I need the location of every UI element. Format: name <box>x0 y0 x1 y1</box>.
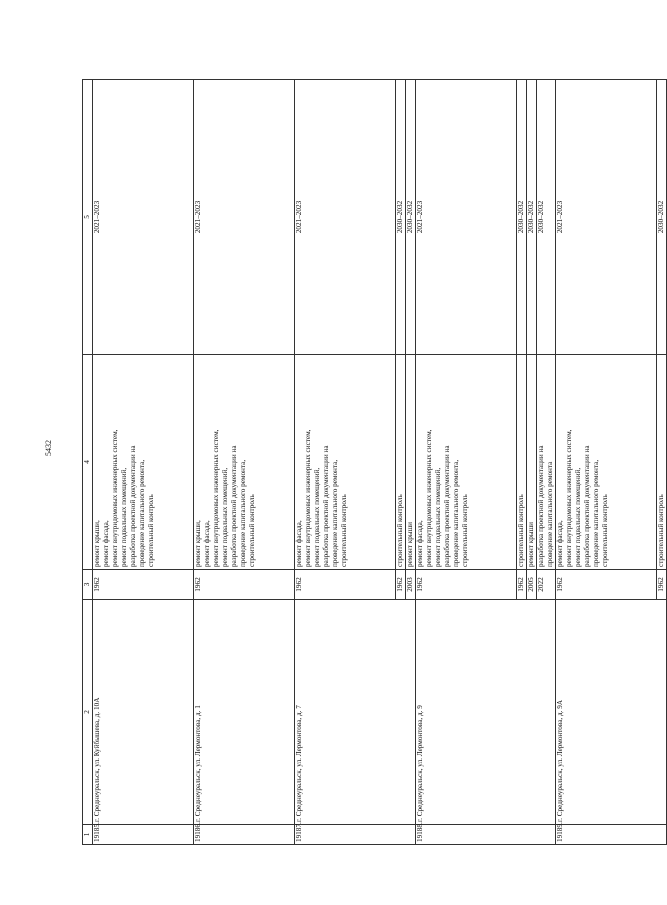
record-period: 2030–2032 <box>657 80 667 355</box>
work-item: ремонт подвальных помещений, <box>434 467 442 567</box>
header-row <box>83 80 93 845</box>
record-period: 2021–2023 <box>93 80 194 355</box>
record-works <box>194 355 295 570</box>
record-number: 19186. <box>194 825 295 845</box>
work-item: ремонт внутридомовых инженерных систем, <box>425 429 433 567</box>
record-number: 19185. <box>93 825 194 845</box>
record-address: г. Среднеуральск, ул. Куйбышева, д. 10А <box>93 600 194 825</box>
table-body <box>93 80 667 845</box>
work-item: строительный контроль <box>340 494 348 567</box>
work-item: ремонт крыши <box>527 521 535 567</box>
record-period: 2021–2023 <box>556 80 657 355</box>
work-item: проведение капитального ремонта, <box>239 459 247 567</box>
work-item: ремонт фасада, <box>203 520 211 567</box>
record-works <box>556 355 657 570</box>
work-item: ремонт крыши <box>406 521 414 567</box>
record-year: 2003 <box>406 570 416 600</box>
work-item: строительный контроль <box>147 494 155 567</box>
record-works <box>537 355 556 570</box>
page-number: 5432 <box>44 440 53 456</box>
work-item: ремонт внутридомовых инженерных систем, <box>111 429 119 567</box>
record-year: 1962 <box>295 570 396 600</box>
record-year: 1962 <box>194 570 295 600</box>
work-item: строительный контроль <box>517 494 525 567</box>
record-year: 1962 <box>93 570 194 600</box>
work-item: ремонт внутридомовых инженерных систем, <box>212 429 220 567</box>
header-col-5: 5 <box>83 80 93 355</box>
record-works <box>527 355 537 570</box>
record-period: 2021–2023 <box>295 80 396 355</box>
work-item: ремонт внутридомовых инженерных систем, <box>565 429 573 567</box>
work-item: ремонт внутридомовых инженерных систем, <box>304 429 312 567</box>
record-works <box>295 355 396 570</box>
record-year: 2005 <box>527 570 537 600</box>
work-item: разработка проектной документации на <box>230 445 238 567</box>
work-item: строительный контроль <box>601 494 609 567</box>
record-period: 2030–2032 <box>527 80 537 355</box>
work-item: ремонт фасада, <box>102 520 110 567</box>
record-year: 1962 <box>396 570 406 600</box>
work-item: строительный контроль <box>248 494 256 567</box>
header-col-3: 3 <box>83 570 93 600</box>
record-address: г. Среднеуральск, ул. Лермонтова, д. 1 <box>194 600 295 825</box>
record-year: 1962 <box>517 570 527 600</box>
work-item: разработка проектной документации на <box>443 445 451 567</box>
header-col-2: 2 <box>83 600 93 825</box>
record-period: 2021–2023 <box>194 80 295 355</box>
record-year: 1962 <box>416 570 517 600</box>
work-item: разработка проектной документации на <box>322 445 330 567</box>
work-item: ремонт крыши, <box>194 520 202 567</box>
work-item: строительный контроль <box>461 494 469 567</box>
work-item: ремонт фасада, <box>416 520 424 567</box>
record-period: 2021–2023 <box>416 80 517 355</box>
record-period: 2030–2032 <box>396 80 406 355</box>
record-year: 2022 <box>537 570 556 600</box>
record-period: 2030–2032 <box>406 80 416 355</box>
work-item: ремонт фасада, <box>295 520 303 567</box>
record-year: 1962 <box>657 570 667 600</box>
work-item: ремонт подвальных помещений, <box>313 467 321 567</box>
record-address: г. Среднеуральск, ул. Лермонтова, д. 9А <box>556 600 667 825</box>
record-works <box>416 355 517 570</box>
record-works <box>657 355 667 570</box>
work-item: строительный контроль <box>396 494 404 567</box>
work-item: проведение капитального ремонта <box>546 461 554 567</box>
record-number: 19188. <box>416 825 556 845</box>
record-period: 2030–2032 <box>517 80 527 355</box>
table-row <box>416 80 517 845</box>
work-item: разработка проектной документации на <box>129 445 137 567</box>
work-item: проведение капитального ремонта, <box>592 459 600 567</box>
record-works <box>396 355 406 570</box>
record-works <box>406 355 416 570</box>
header-col-1: 1 <box>83 825 93 845</box>
table-row <box>295 80 396 845</box>
record-year: 1962 <box>556 570 657 600</box>
work-item: проведение капитального ремонта, <box>331 459 339 567</box>
record-works <box>517 355 527 570</box>
work-item: проведение капитального ремонта, <box>452 459 460 567</box>
record-number: 19187. <box>295 825 416 845</box>
table-row <box>93 80 194 845</box>
header-col-4: 4 <box>83 355 93 570</box>
work-item: ремонт подвальных помещений, <box>120 467 128 567</box>
repair-schedule-table <box>82 79 667 845</box>
work-item: ремонт крыши, <box>93 520 101 567</box>
work-item: проведение капитального ремонта, <box>138 459 146 567</box>
record-address: г. Среднеуральск, ул. Лермонтова, д. 9 <box>416 600 556 825</box>
document-sheet <box>82 80 665 845</box>
record-number: 19189. <box>556 825 667 845</box>
record-address: г. Среднеуральск, ул. Лермонтова, д. 7 <box>295 600 416 825</box>
table-row <box>556 80 657 845</box>
record-period: 2030–2032 <box>537 80 556 355</box>
work-item: ремонт фасада, <box>556 520 564 567</box>
table-row <box>194 80 295 845</box>
work-item: строительный контроль <box>657 494 665 567</box>
work-item: ремонт подвальных помещений, <box>574 467 582 567</box>
work-item: ремонт подвальных помещений, <box>221 467 229 567</box>
record-works <box>93 355 194 570</box>
work-item: разработка проектной документации на <box>537 445 545 567</box>
work-item: разработка проектной документации на <box>583 445 591 567</box>
